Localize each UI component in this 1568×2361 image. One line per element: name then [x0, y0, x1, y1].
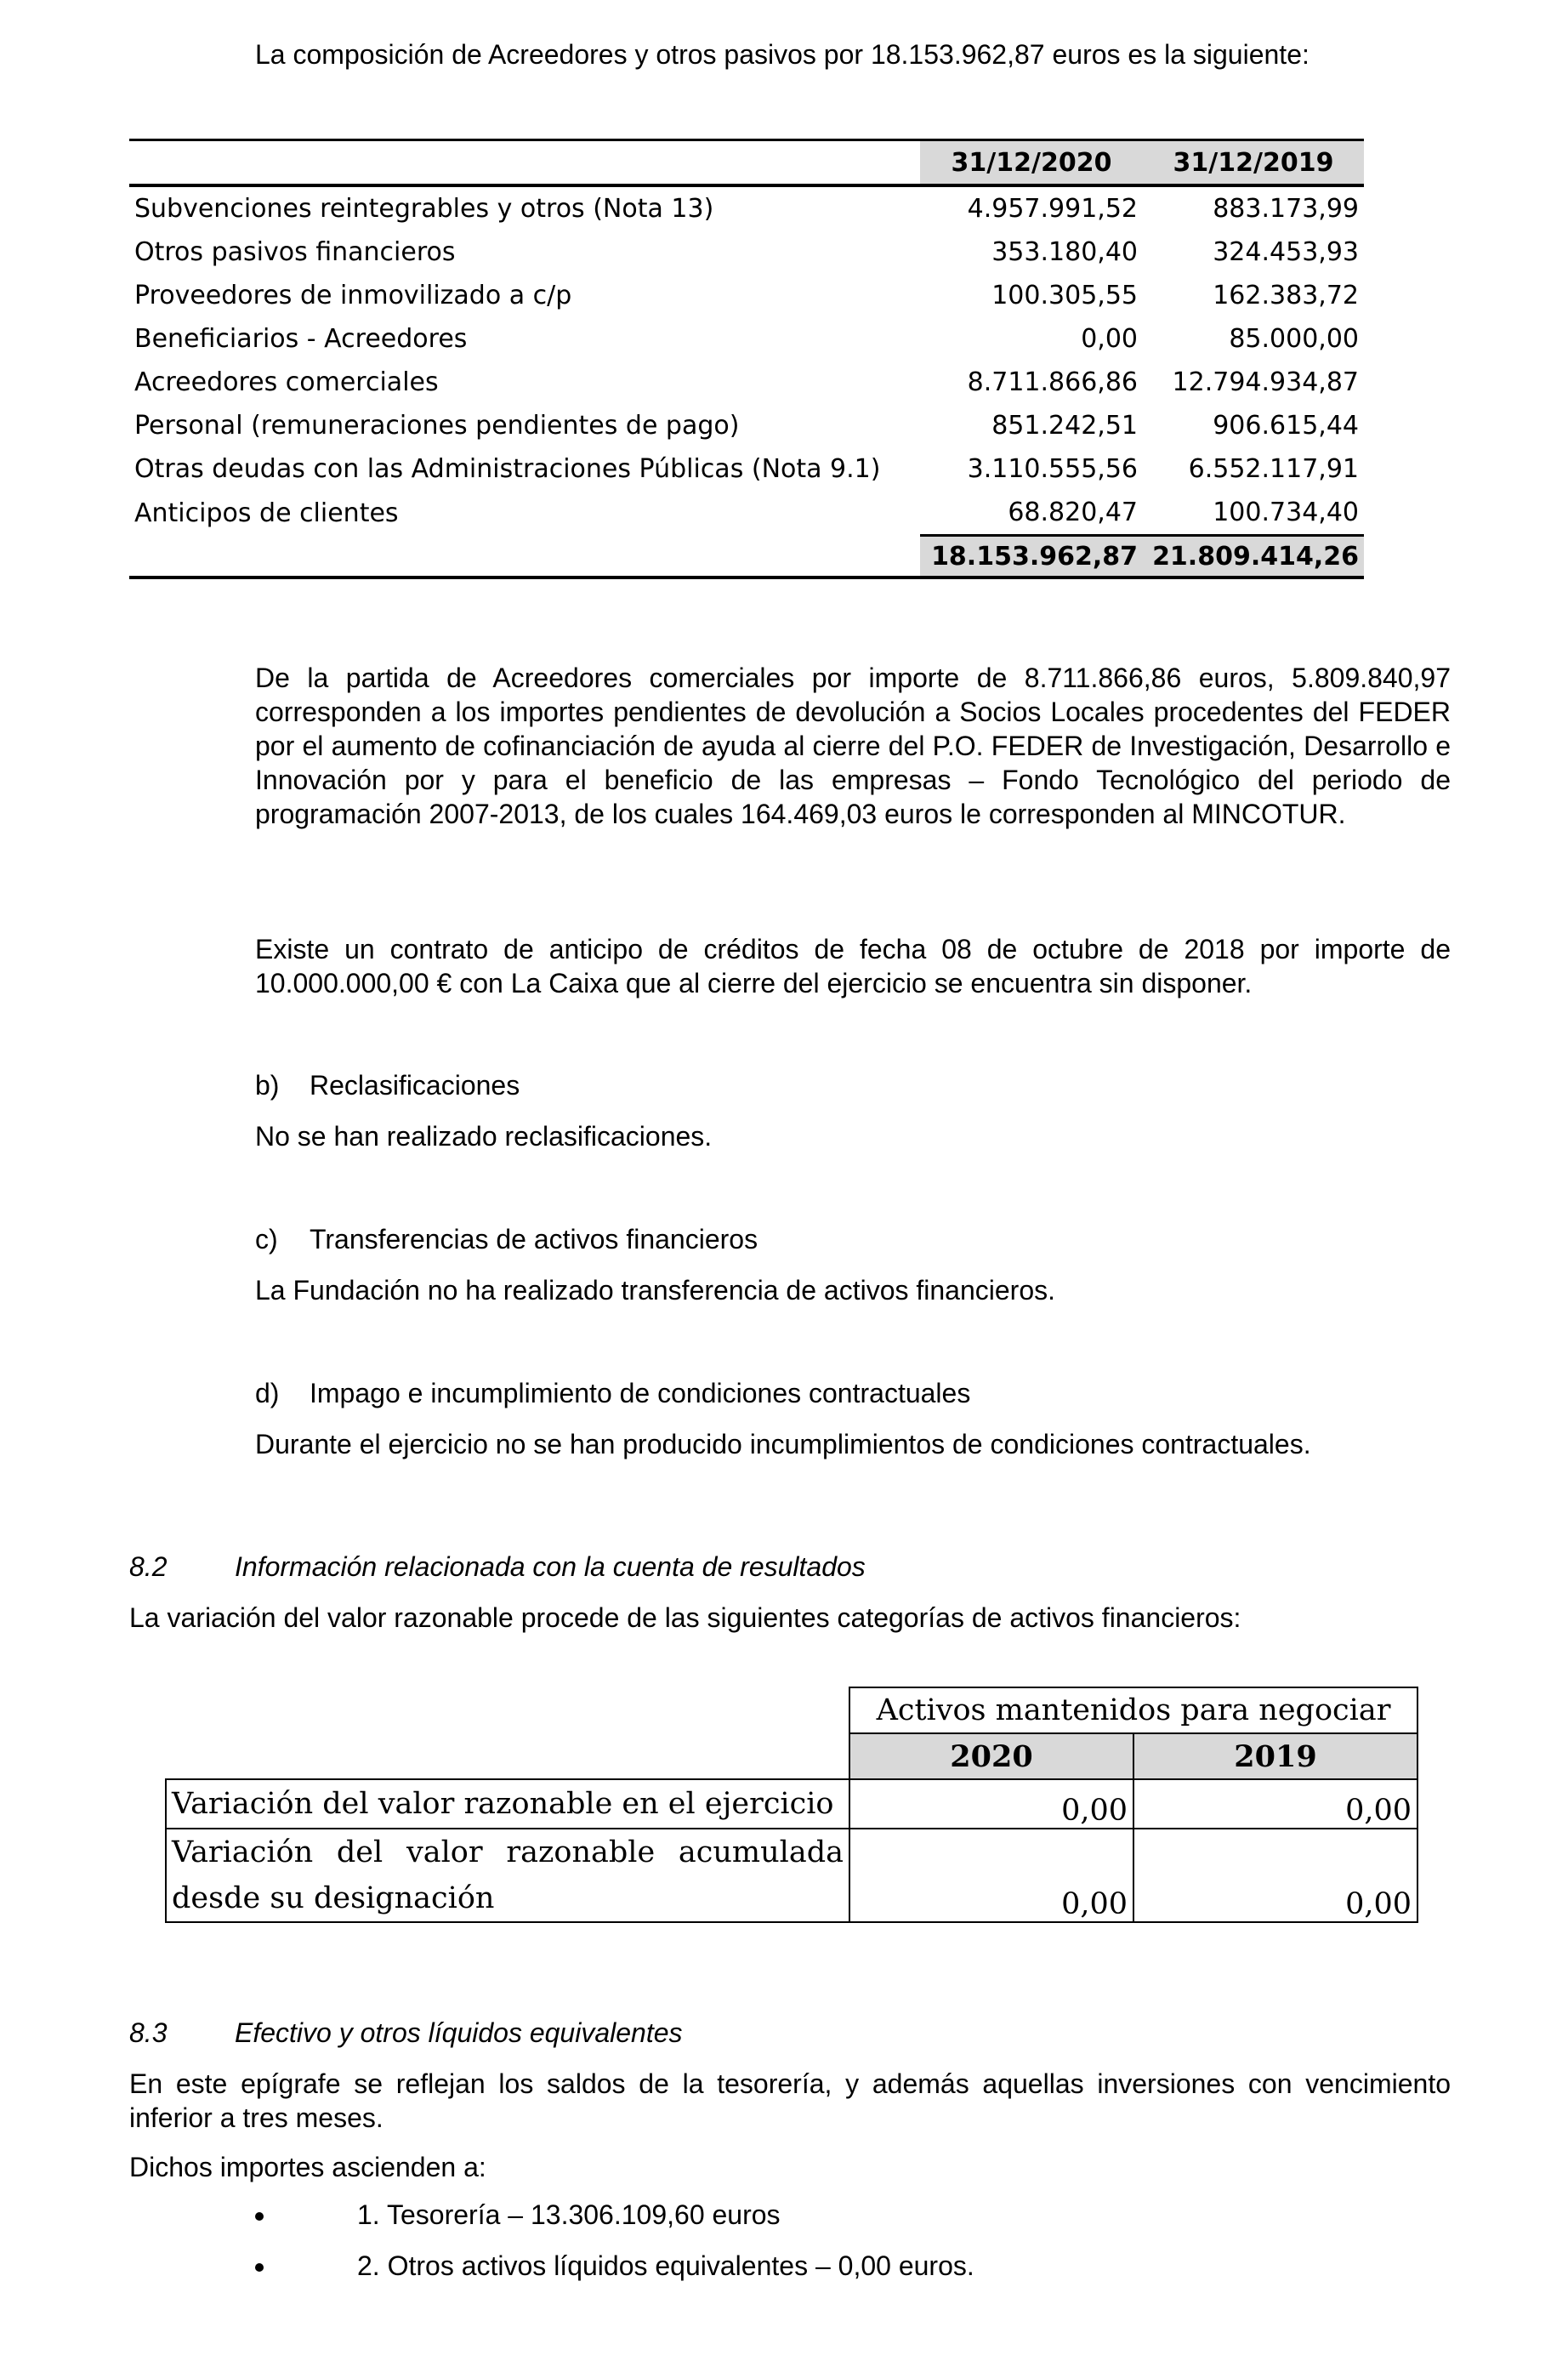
row-value-2019: 100.734,40 — [1213, 498, 1359, 527]
acreedores-header-2020: 31/12/2020 — [920, 140, 1143, 186]
list-item: 2. Otros activos líquidos equivalentes – 0,00 euros. — [357, 2250, 974, 2281]
section-8-2-heading — [129, 1550, 866, 1584]
table-row — [166, 1779, 1417, 1829]
row-value-2020: 353.180,40 — [991, 237, 1138, 267]
subsection-d-letter: d) — [255, 1378, 280, 1408]
subsection-c-letter: c) — [255, 1224, 278, 1254]
total-2019: 21.809.414,26 — [1143, 536, 1364, 578]
row-value-2019: 883.173,99 — [1213, 194, 1359, 224]
row-value-2019: 906.615,44 — [1213, 411, 1359, 441]
valor-row2-2020: 0,00 — [849, 1829, 1133, 1922]
row-label: Otras deudas con las Administraciones Públicas (Nota 9.1) — [134, 454, 881, 484]
subsection-b-heading — [255, 1068, 520, 1102]
row-label: Subvenciones reintegrables y otros (Nota 13) — [134, 194, 714, 224]
table-row — [129, 447, 1364, 491]
total-2020: 18.153.962,87 — [920, 536, 1143, 578]
row-value-2020: 68.820,47 — [1008, 498, 1138, 527]
valor-row1-2019: 0,00 — [1133, 1779, 1417, 1829]
subsection-d-title: Impago e incumplimiento de condiciones contractuales — [310, 1378, 971, 1408]
row-value-2020: 851.242,51 — [991, 411, 1138, 441]
table-row — [129, 491, 1364, 536]
subsection-d-heading — [255, 1376, 971, 1410]
intro-text: La composición de Acreedores y otros pasivos por 18.153.962,87 euros es la siguiente: — [255, 39, 1310, 70]
row-label: Anticipos de clientes — [134, 498, 399, 528]
total-label-cell — [129, 536, 920, 578]
row-value-2020: 3.110.555,56 — [967, 454, 1138, 484]
valor-razonable-table — [165, 1687, 1418, 1923]
subsection-c-heading — [255, 1222, 758, 1256]
valor-header-2019: 2019 — [1133, 1733, 1417, 1779]
section-8-3-number: 8.3 — [129, 2017, 168, 2048]
row-value-2020: 4.957.991,52 — [967, 194, 1138, 224]
section-8-3-heading — [129, 2016, 683, 2050]
valor-row2-2019: 0,00 — [1133, 1829, 1417, 1922]
total-row — [129, 536, 1364, 578]
subsection-b-letter: b) — [255, 1070, 280, 1101]
subsection-c-title: Transferencias de activos financieros — [310, 1224, 758, 1254]
table-row — [129, 361, 1364, 404]
table-row — [129, 404, 1364, 447]
row-label: Proveedores de inmovilizado a c/p — [134, 281, 572, 310]
acreedores-header-row — [129, 140, 1364, 186]
valor-row1-2020: 0,00 — [849, 1779, 1133, 1829]
section-8-2-title: Información relacionada con la cuenta de resultados — [235, 1551, 866, 1582]
valor-header-2020: 2020 — [849, 1733, 1133, 1779]
row-value-2020: 100.305,55 — [991, 281, 1138, 310]
table-row — [129, 230, 1364, 274]
valor-year-header-row — [166, 1733, 1417, 1779]
table-row — [129, 274, 1364, 317]
row-label: Beneficiarios - Acreedores — [134, 324, 468, 354]
valor-blank-cell — [166, 1733, 849, 1779]
row-value-2019: 12.794.934,87 — [1172, 367, 1359, 397]
valor-row2-label — [166, 1829, 849, 1922]
row-label: Otros pasivos financieros — [134, 237, 456, 267]
bullet-dot-icon — [255, 2210, 264, 2225]
row-value-2020: 0,00 — [1081, 324, 1138, 354]
section-8-2-text: La variación del valor razonable procede de las siguientes categorías de activos financieros: — [129, 1602, 1241, 1633]
row-label: Personal (remuneraciones pendientes de pago) — [134, 411, 740, 441]
row-value-2019: 324.453,93 — [1213, 237, 1359, 267]
valor-row2-label-line2: desde su designación — [172, 1881, 495, 1915]
acreedores-header-2019: 31/12/2019 — [1143, 140, 1364, 186]
subsection-c-text: La Fundación no ha realizado transferencia de activos financieros. — [255, 1275, 1056, 1306]
valor-blank-cell — [166, 1687, 849, 1733]
acreedores-comerciales-paragraph: De la partida de Acreedores comerciales por importe de 8.711.866,86 euros, 5.809.840,97 corresponden a los importes pendientes de devolución a Socios Locales procedentes del FEDER por el aumento de cofinanciación de ayuda al cierre del P.O. FEDER de Investigación, Desarrollo e Innovación por y para el beneficio de las empresas – Fondo Tecnológico del periodo de programación 2007-2013, de los cuales 164.469,03 euros le corresponden al MINCOTUR. — [255, 663, 1451, 829]
row-label: Acreedores comerciales — [134, 367, 439, 397]
row-value-2019: 85.000,00 — [1229, 324, 1359, 354]
valor-group-header-row — [166, 1687, 1417, 1733]
section-8-3-text: En este epígrafe se reflejan los saldos de la tesorería, y además aquellas inversiones con vencimiento inferior a tres meses. — [129, 2068, 1451, 2133]
section-8-2-number: 8.2 — [129, 1551, 168, 1582]
section-8-3-text2: Dichos importes ascienden a: — [129, 2152, 486, 2182]
table-row — [129, 317, 1364, 361]
subsection-b-title: Reclasificaciones — [310, 1070, 520, 1101]
table-row — [166, 1829, 1417, 1922]
valor-row2-label-line1: Variación del valor razonable acumulada — [172, 1835, 844, 1869]
table-row — [129, 185, 1364, 230]
valor-row1-label: Variación del valor razonable en el ejercicio — [166, 1779, 849, 1829]
row-value-2020: 8.711.866,86 — [967, 367, 1138, 397]
subsection-d-text: Durante el ejercicio no se han producido incumplimientos de condiciones contractuales. — [255, 1429, 1311, 1459]
acreedores-table — [129, 139, 1364, 579]
bullet-dot-icon — [255, 2261, 264, 2276]
subsection-b-text: No se han realizado reclasificaciones. — [255, 1121, 713, 1152]
acreedores-header-label — [129, 140, 920, 186]
list-item: 1. Tesorería – 13.306.109,60 euros — [357, 2199, 781, 2230]
row-value-2019: 162.383,72 — [1213, 281, 1359, 310]
row-value-2019: 6.552.117,91 — [1188, 454, 1359, 484]
valor-group-header: Activos mantenidos para negociar — [849, 1687, 1417, 1733]
anticipo-paragraph: Existe un contrato de anticipo de créditos de fecha 08 de octubre de 2018 por importe de 10.000.000,00 € con La Caixa que al cierre del ejercicio se encuentra sin disponer. — [255, 934, 1451, 998]
section-8-3-title: Efectivo y otros líquidos equivalentes — [235, 2017, 683, 2048]
